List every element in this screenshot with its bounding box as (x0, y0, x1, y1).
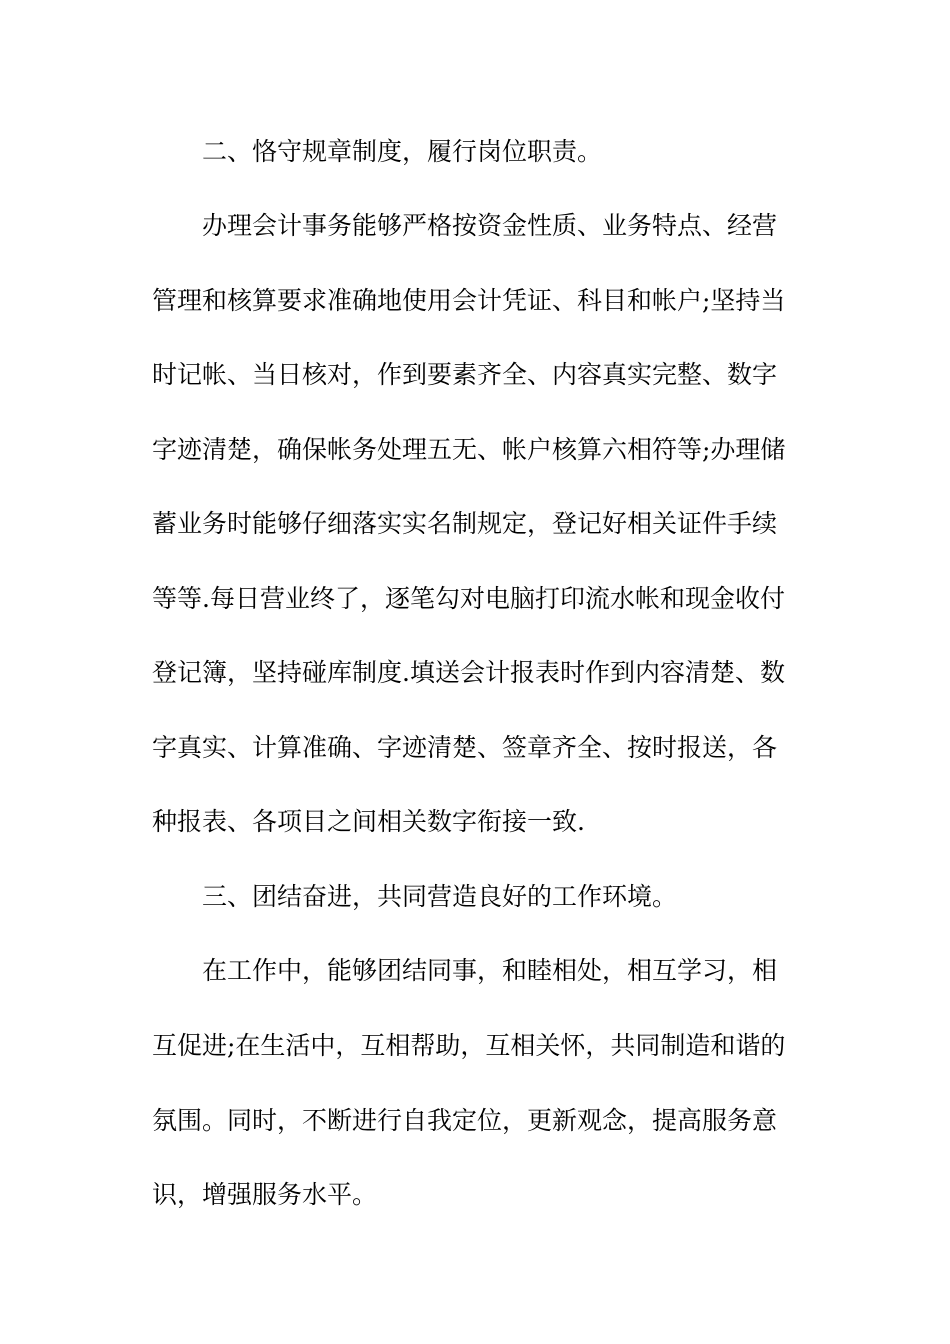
paragraph-line: 管理和核算要求准确地使用会计凭证、科目和帐户;坚持当 (152, 286, 786, 315)
paragraph-line: 蓄业务时能够仔细落实实名制规定，登记好相关证件手续 (152, 509, 778, 538)
paragraph-line: 互促进;在生活中，互相帮助，互相关怀，共同制造和谐的 (152, 1031, 786, 1060)
paragraph-line: 种报表、各项目之间相关数字衔接一致. (152, 807, 585, 836)
paragraph-line: 等等.每日营业终了，逐笔勾对电脑打印流水帐和现金收付 (152, 584, 785, 613)
section-heading-3: 三、团结奋进，共同营造良好的工作环境。 (202, 882, 678, 911)
section-heading-2: 二、恪守规章制度，履行岗位职责。 (202, 137, 603, 166)
paragraph-line: 在工作中，能够团结同事，和睦相处，相互学习，相 (202, 956, 778, 985)
paragraph-line: 时记帐、当日核对，作到要素齐全、内容真实完整、数字 (152, 360, 778, 389)
paragraph-line: 识，增强服务水平。 (152, 1180, 378, 1209)
paragraph-line: 办理会计事务能够严格按资金性质、业务特点、经营 (202, 211, 778, 240)
paragraph-line: 登记簿，坚持碰库制度.填送会计报表时作到内容清楚、数 (152, 658, 785, 687)
paragraph-line: 字迹清楚，确保帐务处理五无、帐户核算六相符等;办理储 (152, 435, 786, 464)
paragraph-line: 字真实、计算准确、字迹清楚、签章齐全、按时报送，各 (152, 733, 778, 762)
paragraph-line: 氛围。同时，不断进行自我定位，更新观念，提高服务意 (152, 1106, 778, 1135)
